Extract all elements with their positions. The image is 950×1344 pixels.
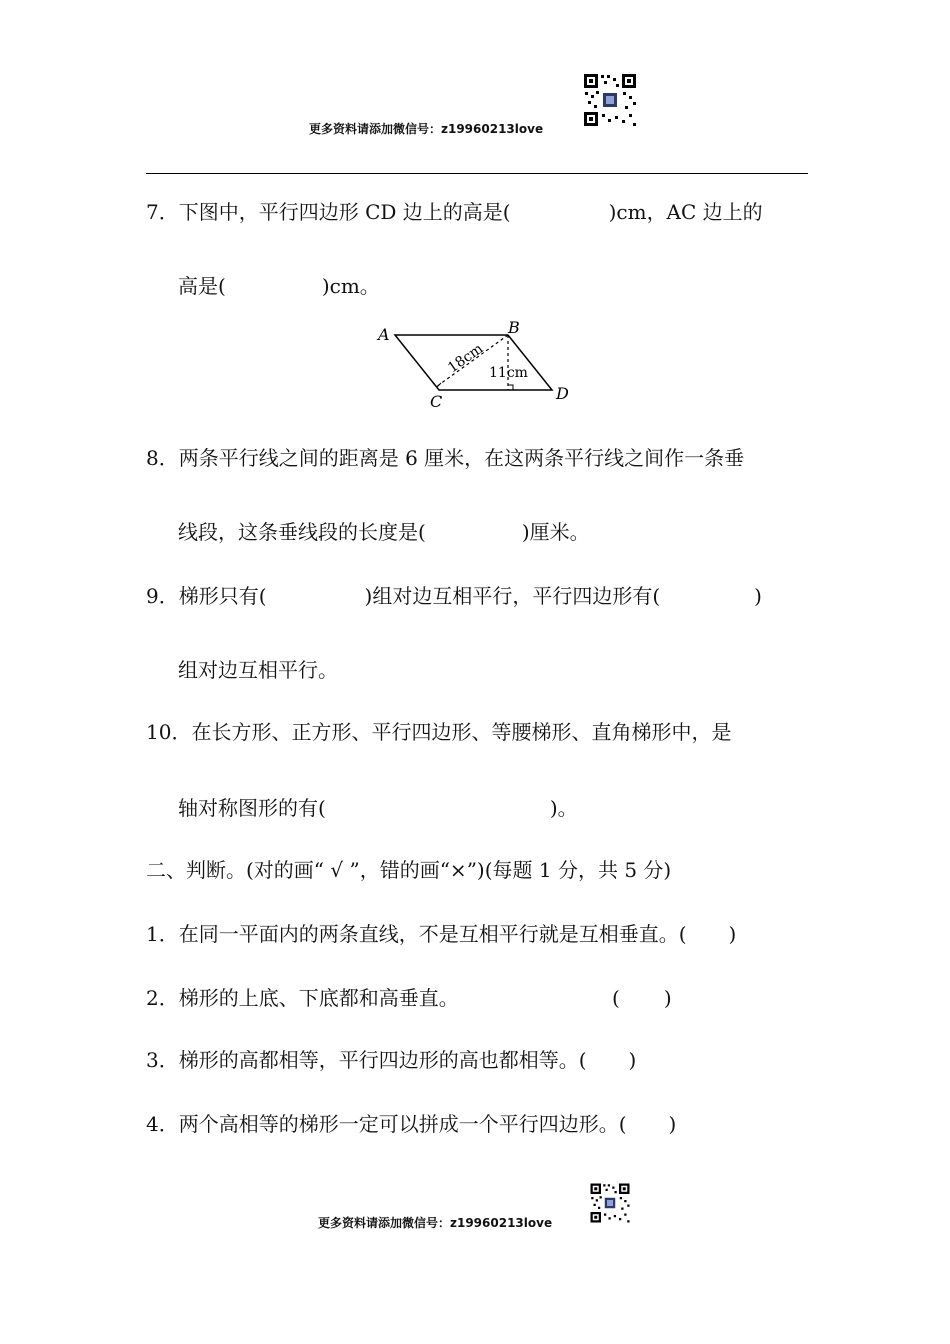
qr-code-icon bbox=[589, 1182, 631, 1224]
q9-line1 bbox=[146, 582, 762, 610]
judge-1-number: 1． bbox=[146, 922, 179, 946]
q9-number: 9． bbox=[146, 584, 179, 608]
q7-text-c: 高是( bbox=[178, 274, 226, 298]
label-d: D bbox=[556, 384, 569, 403]
judge-4-text: 两个高相等的梯形一定可以拼成一个平行四边形。( bbox=[178, 1112, 627, 1136]
judge-1-text: 在同一平面内的两条直线，不是互相平行就是互相垂直。( bbox=[178, 922, 687, 946]
judge-2-close: ) bbox=[663, 986, 672, 1010]
q10-line1 bbox=[146, 718, 731, 746]
parallelogram-figure bbox=[370, 315, 580, 410]
q9-text-a: 梯形只有( bbox=[178, 584, 267, 608]
q10-text-b: 轴对称图形的有( bbox=[178, 796, 326, 820]
judge-4-number: 4． bbox=[146, 1112, 179, 1136]
judge-3-number: 3． bbox=[146, 1048, 179, 1072]
q8-text-c: )厘米。 bbox=[521, 520, 590, 544]
judge-item-2 bbox=[146, 984, 459, 1012]
label-b: B bbox=[508, 318, 520, 337]
length-11cm: 11cm bbox=[489, 365, 528, 381]
judge-2-open: ( bbox=[612, 986, 620, 1010]
q7-text-a: 下图中，平行四边形 CD 边上的高是( bbox=[178, 200, 511, 224]
q8-line2 bbox=[178, 518, 590, 546]
judge-4-close: ) bbox=[668, 1112, 677, 1136]
q7-line2 bbox=[178, 272, 380, 300]
q7-line1 bbox=[146, 198, 763, 226]
header-divider bbox=[146, 173, 808, 174]
q9-text-b: )组对边互相平行，平行四边形有( bbox=[364, 584, 661, 608]
judge-2-text: 梯形的上底、下底都和高垂直。 bbox=[178, 986, 459, 1010]
judge-item-1 bbox=[146, 920, 736, 948]
judge-3-text: 梯形的高都相等，平行四边形的高也都相等。( bbox=[178, 1048, 587, 1072]
judge-1-close: ) bbox=[728, 922, 737, 946]
q8-line1 bbox=[146, 444, 744, 472]
q9-line2 bbox=[178, 656, 338, 684]
q10-text-a: 在长方形、正方形、平行四边形、等腰梯形、直角梯形中，是 bbox=[191, 720, 732, 744]
q7-text-d: )cm。 bbox=[321, 274, 380, 298]
footer-promo: 更多资料请添加微信号：z19960213love bbox=[318, 1216, 553, 1230]
q8-text-b: 线段，这条垂线段的长度是( bbox=[178, 520, 426, 544]
q8-text-a: 两条平行线之间的距离是 6 厘米，在这两条平行线之间作一条垂 bbox=[178, 446, 745, 470]
q10-text-c: )。 bbox=[549, 796, 578, 820]
judge-3-close: ) bbox=[628, 1048, 637, 1072]
judge-item-4 bbox=[146, 1110, 676, 1138]
q10-number: 10． bbox=[146, 720, 192, 744]
length-18cm: 18cm bbox=[445, 340, 487, 377]
q7-text-b: )cm，AC 边上的 bbox=[608, 200, 763, 224]
section2-title: 二、判断。(对的画“ √ ”，错的画“×”)(每题 1 分，共 5 分) bbox=[146, 858, 672, 882]
judge-2-bracket bbox=[612, 984, 672, 1012]
q9-text-c: ) bbox=[754, 584, 762, 608]
q7-number: 7． bbox=[146, 200, 179, 224]
judge-2-number: 2． bbox=[146, 986, 179, 1010]
q9-text-d: 组对边互相平行。 bbox=[178, 658, 338, 682]
q10-line2 bbox=[178, 794, 578, 822]
header-promo: 更多资料请添加微信号：z19960213love bbox=[309, 122, 544, 136]
label-a: A bbox=[378, 325, 390, 344]
label-c: C bbox=[430, 392, 443, 410]
q8-number: 8． bbox=[146, 446, 179, 470]
qr-code-icon bbox=[582, 72, 638, 128]
judge-item-3 bbox=[146, 1046, 636, 1074]
